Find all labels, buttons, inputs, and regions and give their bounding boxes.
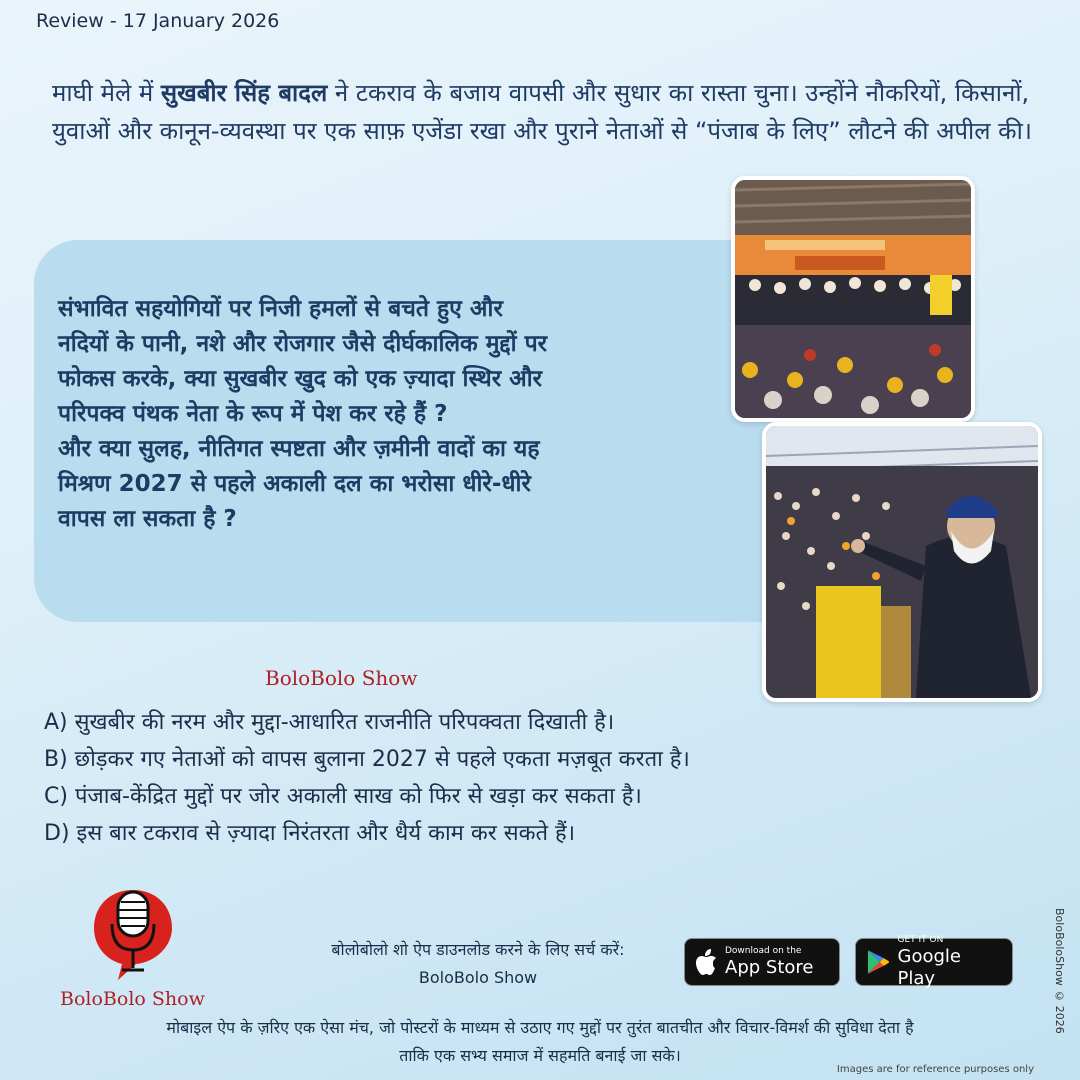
brand-name-logo: BoloBolo Show bbox=[60, 988, 205, 1010]
answer-options bbox=[44, 704, 944, 852]
speaker-image bbox=[766, 426, 1038, 698]
app-name: BoloBolo Show bbox=[418, 968, 538, 987]
option-a: A) सुखबीर की नरम और मुद्दा-आधारित राजनीति परिपक्वता दिखाती है। bbox=[44, 710, 615, 735]
google-play-icon bbox=[866, 949, 890, 975]
apple-icon bbox=[695, 949, 717, 975]
option-c: C) पंजाब-केंद्रित मुद्दों पर जोर अकाली साख को फिर से खड़ा कर सकता है। bbox=[44, 784, 642, 809]
microphone-speech-bubble-icon bbox=[88, 884, 178, 984]
download-instructions: बोलोबोलो शो ऐप डाउनलोड करने के लिए सर्च करें: BoloBolo Show bbox=[278, 936, 678, 992]
leader-name: सुखबीर सिंह बादल bbox=[160, 79, 328, 107]
footer-text: मोबाइल ऐप के ज़रिए एक ऐसा मंच, जो पोस्टरों के माध्यम से उठाए गए मुद्दों पर तुरंत बातचीत और विचार-विमर्श की सुविधा देता है ताकि एक सभ्य समाज में सहमति बनाई जा सके। bbox=[166, 1018, 914, 1065]
brand-name-mid: BoloBolo Show bbox=[265, 666, 418, 690]
rally-stage-photo bbox=[731, 176, 975, 422]
review-date: Review - 17 January 2026 bbox=[36, 10, 280, 32]
option-b: B) छोड़कर गए नेताओं को वापस बुलाना 2027 से पहले एकता मज़बूत करता है। bbox=[44, 747, 690, 772]
question-text: संभावित सहयोगियों पर निजी हमलों से बचते हुए और नदियों के पानी, नशे और रोजगार जैसे दीर्घकालिक मुद्दों पर फोकस करके, क्या सुखबीर खुद को एक ज़्यादा स्थिर और परिपक्व पंथक नेता के रूप में पेश कर रहे हैं ? और क्या सुलह, नीतिगत स्पष्टता और ज़मीनी वादों का यह मिश्रण 2027 से पहले अकाली दल का भरोसा धीरे-धीरे वापस ला सकता है ? bbox=[58, 296, 548, 532]
google-play-button[interactable]: GET IT ON Google Play bbox=[855, 938, 1013, 986]
rally-stage-image bbox=[735, 180, 971, 418]
app-store-button[interactable]: Download on the App Store bbox=[684, 938, 840, 986]
image-disclaimer: Images are for reference purposes only bbox=[836, 1064, 1034, 1075]
option-d: D) इस बार टकराव से ज़्यादा निरंतरता और धैर्य काम कर सकते हैं। bbox=[44, 821, 576, 846]
speaker-photo bbox=[762, 422, 1042, 702]
copyright-notice: BoloBoloShow © 2026 bbox=[1053, 908, 1066, 1034]
intro-paragraph: माघी मेले में सुखबीर सिंह बादल ने टकराव के बजाय वापसी और सुधार का रास्ता चुना। उन्होंने नौकरियों, किसानों, युवाओं और कानून-व्यवस्था पर एक साफ़ एजेंडा रखा और पुराने नेताओं से “पंजाब के लिए” लौटने की अपील की। bbox=[52, 79, 1032, 145]
